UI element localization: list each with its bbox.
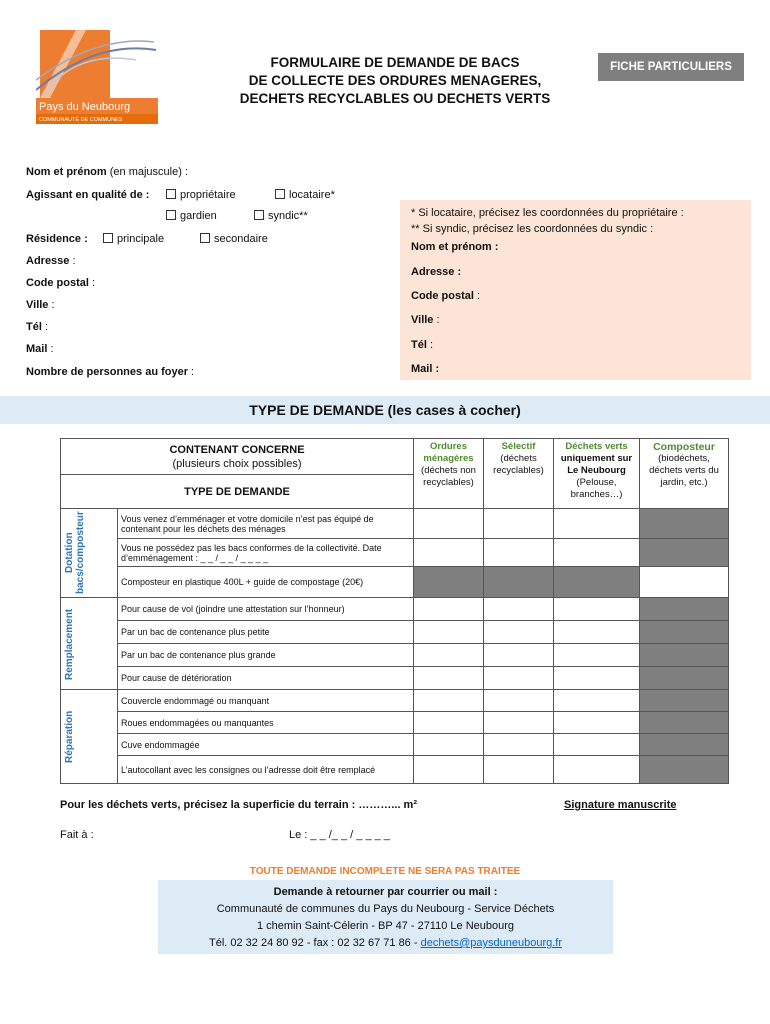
checkbox-cell[interactable] [414,712,484,734]
checkbox-cell[interactable] [640,567,729,598]
owner-ville-field[interactable]: Ville : [411,314,440,326]
checkbox-cell[interactable] [554,621,640,644]
col-ordures-header: Ordures ménagères (déchets non recyclables) [414,439,484,509]
checkbox-cell[interactable] [484,598,554,621]
owner-mail-field[interactable]: Mail : [411,363,440,375]
retour-line: 1 chemin Saint-Célerin - BP 47 - 27110 Le Neubourg [256,920,515,932]
disabled-cell [640,734,729,756]
disabled-cell [640,690,729,712]
table-row-label: Pour cause de vol (joindre une attestation sur l’honneur) [118,598,414,621]
checkbox-gardien[interactable]: gardien [166,210,217,222]
note-syndic: ** Si syndic, précisez les coordonnées du syndic : [411,223,654,235]
checkbox-cell[interactable] [554,690,640,712]
type-demande-heading: TYPE DE DEMANDE (les cases à cocher) [0,396,770,424]
checkbox-cell[interactable] [414,690,484,712]
superficie-field[interactable]: Pour les déchets verts, précisez la superficie du terrain : ………... m² [60,799,418,811]
nb-personnes-field[interactable]: Nombre de personnes au foyer : [26,366,195,378]
checkbox-cell[interactable] [484,644,554,667]
disabled-cell [640,598,729,621]
residence-label: Résidence : [26,233,88,245]
logo-subtext: COMMUNAUTÉ DE COMMUNES [39,117,123,123]
disabled-cell [554,567,640,598]
checkbox-cell[interactable] [484,539,554,567]
signature-label: Signature manuscrite [564,799,677,811]
table-row-label: Composteur en plastique 400L + guide de compostage (20€) [118,567,414,598]
checkbox-cell[interactable] [414,667,484,690]
tel-field[interactable]: Tél : [26,321,49,333]
checkbox-proprietaire[interactable]: propriétaire [166,189,236,201]
logo [36,30,158,124]
checkbox-syndic[interactable]: syndic** [254,210,308,222]
checkbox-cell[interactable] [414,621,484,644]
checkbox-cell[interactable] [484,509,554,539]
checkbox-cell[interactable] [414,756,484,784]
disabled-cell [640,667,729,690]
checkbox-cell[interactable] [554,734,640,756]
incomplete-warning: TOUTE DEMANDE INCOMPLETE NE SERA PAS TRAITEE [249,866,521,877]
owner-adresse-field[interactable]: Adresse : [411,266,462,278]
checkbox-cell[interactable] [554,712,640,734]
col-composteur-header: Composteur (biodéchets, déchets verts du jardin, etc.) [640,439,729,509]
retour-line: Tél. 02 32 24 80 92 - fax : 02 32 67 71 86 - dechets@paysduneubourg.fr [208,937,563,949]
col-selectif-header: Sélectif (déchets recyclables) [484,439,554,509]
owner-tel-field[interactable]: Tél : [411,339,434,351]
disabled-cell [640,712,729,734]
code-postal-field[interactable]: Code postal : [26,277,96,289]
group-reparation: Réparation [61,690,118,784]
fait-a-field[interactable]: Fait à : [60,829,94,841]
checkbox-cell[interactable] [414,644,484,667]
table-row-label: Couvercle endommagé ou manquant [118,690,414,712]
table-row-label: Par un bac de contenance plus petite [118,621,414,644]
adresse-field[interactable]: Adresse : [26,255,76,267]
return-address-box [158,880,613,954]
checkbox-cell[interactable] [414,598,484,621]
checkbox-cell[interactable] [414,734,484,756]
checkbox-cell[interactable] [554,644,640,667]
checkbox-cell[interactable] [554,539,640,567]
checkbox-cell[interactable] [484,734,554,756]
retour-title: Demande à retourner par courrier ou mail : [273,886,498,898]
checkbox-cell[interactable] [484,667,554,690]
owner-nom-field[interactable]: Nom et prénom : [411,241,499,253]
table-row-label: Pour cause de détérioration [118,667,414,690]
disabled-cell [640,539,729,567]
group-remplacement: Remplacement [61,598,118,690]
owner-code-postal-field[interactable]: Code postal : [411,290,481,302]
agissant-label: Agissant en qualité de : [26,189,150,201]
checkbox-locataire[interactable]: locataire* [275,189,335,201]
type-demande-header: TYPE DE DEMANDE [61,475,414,509]
checkbox-cell[interactable] [484,690,554,712]
checkbox-cell[interactable] [554,509,640,539]
checkbox-cell[interactable] [554,756,640,784]
disabled-cell [414,567,484,598]
fiche-badge: FICHE PARTICULIERS [598,53,744,81]
checkbox-cell[interactable] [414,509,484,539]
checkbox-cell[interactable] [554,598,640,621]
disabled-cell [640,644,729,667]
email-link[interactable]: dechets@paysduneubourg.fr [420,937,563,949]
page-title: FORMULAIRE DE DEMANDE DE BACS DE COLLECTE DES ORDURES MENAGERES, DECHETS RECYCLABLES OU DECHETS VERTS [239,55,551,106]
table-row-label: L’autocollant avec les consignes ou l’adresse doit être remplacé [118,756,414,784]
checkbox-cell[interactable] [484,621,554,644]
date-field[interactable]: Le : _ _ /_ _ / _ _ _ _ [289,829,390,841]
col-dechets-verts-header: Déchets verts uniquement sur Le Neubourg (Pelouse, branches…) [554,439,640,509]
contenant-header: CONTENANT CONCERNE (plusieurs choix possibles) [61,439,414,475]
checkbox-cell[interactable] [554,667,640,690]
group-dotation: Dotation bacs/composteur [61,509,118,598]
table-row-label: Roues endommagées ou manquantes [118,712,414,734]
disabled-cell [640,756,729,784]
table-row-label: Vous venez d’emménager et votre domicile n’est pas équipé de contenant pour les déchets des ménages [118,509,414,539]
disabled-cell [484,567,554,598]
checkbox-cell[interactable] [484,712,554,734]
nom-field[interactable]: Nom et prénom (en majuscule) : [26,166,188,178]
table-row-label: Cuve endommagée [118,734,414,756]
retour-line: Communauté de communes du Pays du Neubourg - Service Déchets [216,903,555,915]
table-row-label: Par un bac de contenance plus grande [118,644,414,667]
checkbox-cell[interactable] [484,756,554,784]
logo-text: Pays du Neubourg [39,101,131,113]
checkbox-cell[interactable] [414,539,484,567]
mail-field[interactable]: Mail : [26,343,54,355]
note-locataire: * Si locataire, précisez les coordonnées du propriétaire : [411,207,684,219]
demande-table [60,438,729,784]
disabled-cell [640,621,729,644]
ville-field[interactable]: Ville : [26,299,55,311]
table-row-label: Vous ne possédez pas les bacs conformes de la collectivité. Date d’emménagement : _ _ / _ _ / _ _ _ _ [118,539,414,567]
checkbox-secondaire[interactable]: secondaire [200,233,268,245]
checkbox-principale[interactable]: principale [103,233,164,245]
disabled-cell [640,509,729,539]
